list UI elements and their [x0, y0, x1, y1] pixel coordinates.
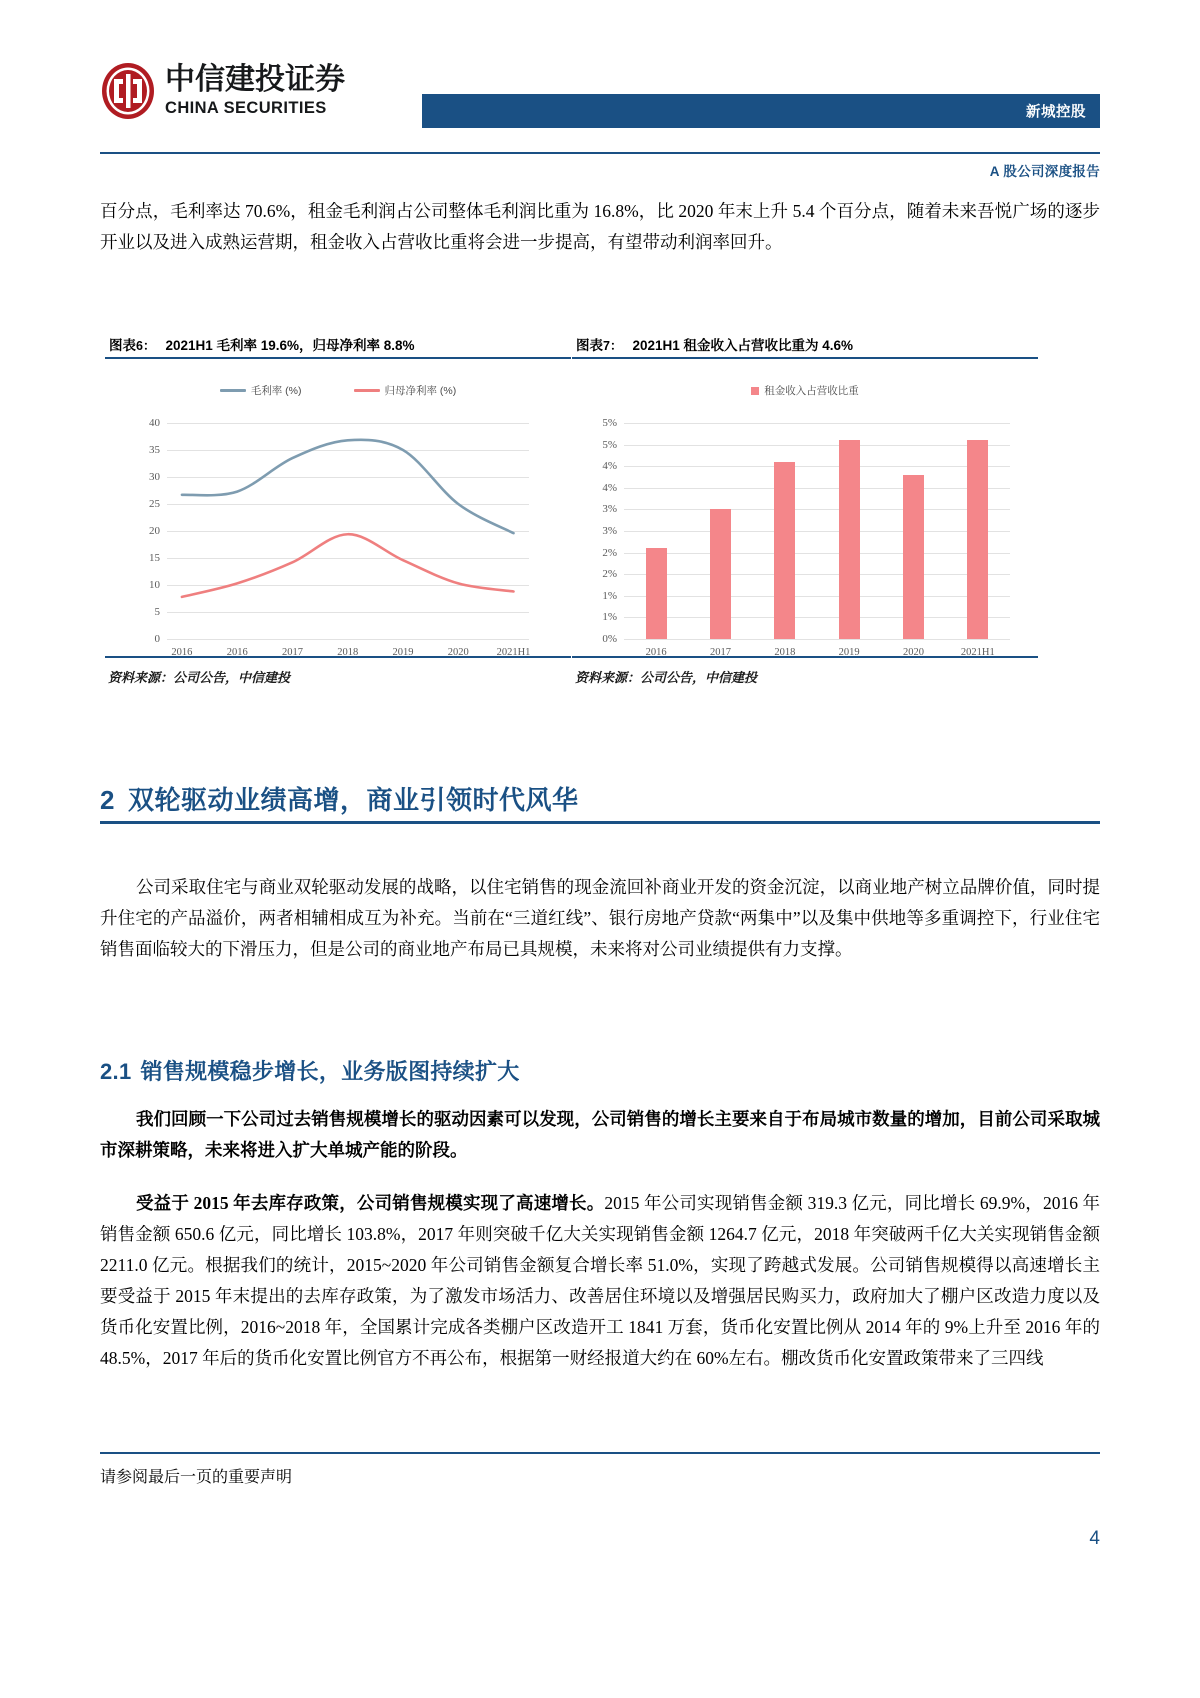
- exhibit-6-source: 资料来源：公司公告，中信建投: [108, 670, 291, 685]
- header-divider: [100, 152, 1100, 154]
- paragraph-section2-intro: 公司采取住宅与商业双轮驱动发展的战略，以住宅销售的现金流回补商业开发的资金沉淀，以商业地产树立品牌价值，同时提升住宅的产品溢价，两者相辅相成互为补充。当前在“三道红线”、银行房地产贷款“两集中”以及集中供地等多重调控下，行业住宅销售面临较大的下滑压力，但是公司的商业地产布局已具规模，未来将对公司业绩提供有力支撑。: [100, 877, 1100, 959]
- y-axis-tick-label: 0: [154, 633, 160, 645]
- exhibit-6-label: 图表: [109, 338, 136, 353]
- legend-swatch-net-margin: [354, 389, 380, 392]
- legend-item-net-margin: [354, 383, 457, 398]
- legend-item-rental-share: [751, 383, 859, 398]
- section-2-title: 双轮驱动业绩高增，商业引领时代风华: [127, 785, 579, 815]
- section-21-title: 销售规模稳步增长，业务版图持续扩大: [140, 1059, 520, 1084]
- y-axis-tick-label: 5: [154, 606, 160, 618]
- x-axis-tick-label: 2019: [838, 647, 860, 658]
- x-axis-tick-label: 2018: [774, 647, 796, 658]
- y-axis-tick-label: 3%: [602, 503, 617, 516]
- y-axis-tick-label: 30: [149, 471, 160, 483]
- header-accent-bar: [422, 94, 1100, 128]
- report-type-label: A 股公司深度报告: [989, 164, 1100, 179]
- y-axis-tick-label: 3%: [602, 525, 617, 537]
- x-axis-tick-label: 2018: [337, 647, 359, 658]
- section-21-heading: [100, 1055, 520, 1086]
- legend-swatch-rental-share: [751, 387, 759, 395]
- exhibit-7-body: [572, 359, 1038, 656]
- bar: [710, 509, 731, 639]
- legend-swatch-gross-margin: [220, 389, 246, 392]
- x-axis-tick-label: 2016: [645, 647, 667, 658]
- gridline: [624, 553, 1010, 554]
- company-name-label: 新城控股: [1026, 104, 1086, 121]
- y-axis-tick-label: 2%: [602, 546, 617, 559]
- paragraph-section21-1: 我们回顾一下公司过去销售规模增长的驱动因素可以发现，公司销售的增长主要来自于布局城市数量的增加，目前公司采取城市深耕策略，未来将进入扩大单城产能的阶段。: [100, 1109, 1100, 1160]
- x-axis-tick-label: 2021H1: [496, 647, 531, 658]
- y-axis-tick-label: 0%: [602, 633, 617, 645]
- gridline: [624, 617, 1010, 618]
- y-axis-tick-label: 1%: [602, 589, 617, 602]
- bar: [774, 462, 795, 639]
- gridline: [624, 445, 1010, 446]
- gridline: [624, 574, 1010, 575]
- line-chart-legend: [105, 383, 571, 398]
- bar-chart-plot-area: [602, 417, 1010, 658]
- gridline: [624, 531, 1010, 532]
- footer-divider: [100, 1452, 1100, 1454]
- section-21-number: 2.1: [100, 1059, 132, 1084]
- section-2-heading: [100, 780, 578, 817]
- y-axis-tick-label: 10: [149, 579, 160, 591]
- exhibit-6-title: [105, 335, 571, 357]
- gridline: [624, 596, 1010, 597]
- x-axis-tick-label: 2020: [447, 647, 469, 658]
- line-series-container: [167, 423, 529, 639]
- y-axis-tick-label: 4%: [602, 460, 617, 473]
- y-axis-tick-label: 5%: [602, 438, 617, 451]
- x-axis-tick-label: 2019: [392, 647, 414, 658]
- y-axis-tick-label: 2%: [602, 568, 617, 581]
- exhibit-6-body: [105, 359, 571, 656]
- exhibit-7-number: 7：: [603, 339, 623, 353]
- gridline: [167, 639, 529, 640]
- paragraph-section21-2-lead: 受益于 2015 年去库存政策，公司销售规模实现了高速增长。: [136, 1193, 605, 1213]
- exhibit-7-title: [572, 335, 1038, 357]
- paragraph-top: 百分点，毛利率达 70.6%，租金毛利润占公司整体毛利润比重为 16.8%，比 2020 年末上升 5.4 个百分点，随着未来吾悦广场的逐步开业以及进入成熟运营期，租金收入占营收比重将会进一步提高，有望带动利润率回升。: [100, 201, 1100, 252]
- footer-disclaimer: 请参阅最后一页的重要声明: [100, 1469, 293, 1486]
- logo-chinese-name: 中信建投证券: [165, 63, 345, 97]
- bar-chart-rental-share: [572, 359, 1038, 656]
- china-securities-logo-icon: [100, 62, 156, 120]
- y-axis-tick-label: 5%: [602, 417, 617, 429]
- brand-logo: [100, 62, 345, 120]
- y-axis-tick-label: 20: [149, 525, 160, 537]
- paragraph-section21-2-rest: 2015 年公司实现销售金额 319.3 亿元，同比增长 69.9%，2016 年销售金额 650.6 亿元，同比增长 103.8%，2017 年则突破千亿大关实现销售金额 1264.7 亿元，2018 年突破两千亿大关实现销售金额 2211.0 亿元。根据我们的统计，2015~2020 年公司销售金额复合增长率 51.0%，实现了跨越式发展。公司销售规模得以高速增长主要受益于 2015 年末提出的去库存政策，为了激发市场活力、改善居住环境以及增强居民购买力，政府加大了棚户区改造力度以及货币化安置比例，2016~2018 年，全国累计完成各类棚户区改造开工 1841 万套，货币化安置比例从 2014 年的 9%上升至 2016 年的 48.5%，2017 年后的货币化安置比例官方不再公布，根据第一财经报道大约在 60%左右。棚改货币化安置政策带来了三四线: [100, 1193, 1101, 1368]
- line-chart-plot-area: [149, 417, 531, 658]
- bar: [967, 440, 988, 639]
- exhibit-7-source: 资料来源：公司公告，中信建投: [575, 670, 758, 685]
- section-2-number: 2: [100, 785, 115, 815]
- line-series: [182, 534, 514, 597]
- legend-label-net-margin: 归母净利率 (%): [384, 385, 457, 397]
- x-axis-tick-label: 2017: [710, 647, 731, 658]
- legend-label-rental-share: 租金收入占营收比重: [764, 385, 859, 397]
- logo-english-name: CHINA SECURITIES: [165, 99, 327, 118]
- gridline: [624, 488, 1010, 489]
- y-axis-tick-label: 40: [149, 417, 160, 429]
- x-axis-tick-label: 2016: [226, 647, 248, 658]
- section-2-underline: [100, 821, 1100, 824]
- legend-label-gross-margin: 毛利率 (%): [250, 385, 302, 397]
- exhibit-6: [105, 335, 571, 700]
- section-2-heading-band: [100, 782, 1100, 824]
- line-series: [182, 440, 514, 533]
- x-axis-tick-label: 2016: [171, 647, 193, 658]
- page-number: 4: [1089, 1528, 1100, 1549]
- bar-chart-legend: [572, 383, 1038, 398]
- bar: [646, 548, 667, 639]
- gridline: [624, 509, 1010, 510]
- gridline: [624, 466, 1010, 467]
- x-axis-tick-label: 2017: [281, 647, 303, 658]
- legend-item-gross-margin: [220, 383, 302, 398]
- page-header: [100, 62, 1100, 140]
- exhibit-7-label: 图表: [576, 338, 603, 353]
- x-axis-tick-label: 2021H1: [960, 647, 995, 658]
- line-chart-margin-rates: [105, 359, 571, 656]
- y-axis-tick-label: 35: [149, 444, 160, 456]
- y-axis-tick-label: 1%: [602, 611, 617, 624]
- x-axis-tick-label: 2020: [903, 647, 924, 658]
- exhibit-6-caption: 2021H1 毛利率 19.6%，归母净利率 8.8%: [165, 338, 415, 353]
- exhibit-7-caption: 2021H1 租金收入占营收比重为 4.6%: [632, 338, 854, 353]
- y-axis-tick-label: 15: [149, 552, 160, 564]
- exhibit-6-number: 6：: [136, 339, 156, 353]
- bar: [903, 475, 924, 639]
- paragraph-section21-2: [100, 1188, 1100, 1374]
- bar: [839, 440, 860, 639]
- y-axis-tick-label: 4%: [602, 481, 617, 494]
- gridline: [624, 423, 1010, 424]
- y-axis-tick-label: 25: [149, 498, 160, 510]
- exhibit-7: [572, 335, 1038, 700]
- gridline: [624, 639, 1010, 640]
